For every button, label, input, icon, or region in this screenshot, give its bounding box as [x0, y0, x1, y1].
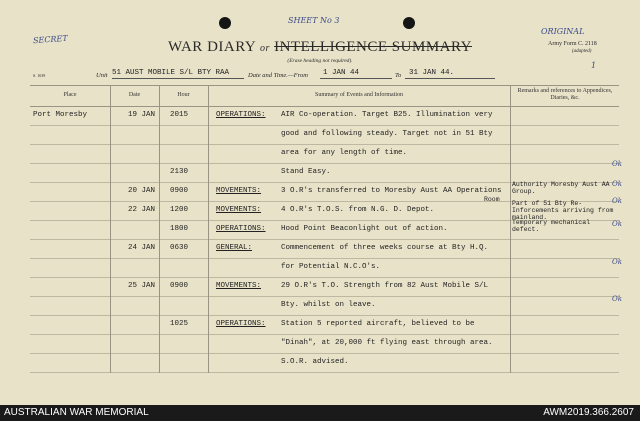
row-summary: Stand Easy. [281, 168, 331, 176]
initials-mark: Ok [612, 160, 622, 168]
row-summary: "Dinah", at 20,000 ft flying east through area. [281, 339, 493, 347]
sheet-number: SHEET No 3 [288, 16, 340, 25]
row-remark: Authority Moresby Aust AA Group. [512, 181, 610, 195]
row-rule [30, 144, 619, 145]
to-underline [405, 78, 495, 79]
row-category: GENERAL: [216, 244, 253, 252]
punch-hole [403, 17, 415, 29]
row-rule [30, 372, 619, 373]
row-rule [30, 353, 619, 354]
form-adapted: (adapted) [572, 49, 592, 54]
row-rule [30, 125, 619, 126]
row-summary: good and following steady. Target not in 51 Bty [281, 130, 493, 138]
row-hour: 1200 [170, 206, 189, 214]
row-rule [30, 315, 619, 316]
footer-credit: AUSTRALIAN WAR MEMORIAL [4, 407, 149, 418]
col-divider [510, 85, 511, 373]
row-remark: Part of 51 Bty Re-Inforcements arriving from mainland. [512, 200, 614, 221]
row-remark: Temporary mechanical defect. [512, 219, 591, 233]
erase-note: (Erase heading not required). [287, 58, 353, 64]
row-category: MOVEMENTS: [216, 187, 262, 195]
row-summary: Commencement of three weeks course at Bty H.Q. [281, 244, 489, 252]
initials-mark: Ok [612, 220, 622, 228]
row-summary: Bty. whilst on leave. [281, 301, 376, 309]
row-hour: 1025 [170, 320, 189, 328]
row-date: 20 JAN [128, 187, 156, 195]
row-hour: 0900 [170, 282, 189, 290]
table-top-rule [30, 85, 619, 86]
footer-bar [0, 405, 640, 421]
row-category: OPERATIONS: [216, 225, 266, 233]
title-struck: INTELLIGENCE SUMMARY [274, 39, 473, 55]
initials-mark: Ok [612, 197, 622, 205]
col-date: Date [128, 92, 141, 98]
page-number: 1 [591, 61, 597, 70]
col-divider [159, 85, 160, 373]
secret-stamp: SECRET [32, 33, 68, 46]
unit-label: Unit [96, 72, 108, 79]
col-divider [110, 85, 111, 373]
initials-mark: Ok [612, 295, 622, 303]
initials-mark: Ok [612, 258, 622, 266]
unit-underline [112, 78, 244, 79]
row-date: 25 JAN [128, 282, 156, 290]
row-summary: 3 O.R's transferred to Moresby Aust AA Operations [281, 187, 502, 195]
row-summary-cont: Room [484, 196, 500, 203]
col-summary: Summary of Events and Information [315, 92, 403, 98]
page-title [0, 39, 640, 56]
row-summary: S.O.R. advised. [281, 358, 349, 366]
row-hour: 0900 [170, 187, 189, 195]
row-rule [30, 239, 619, 240]
form-code: S. 1639 [33, 73, 46, 78]
footer-accession: AWM2019.366.2607 [543, 407, 634, 418]
to-value: 31 JAN 44. [409, 69, 455, 77]
row-summary: AIR Co-operation. Target B25. Illumination very [281, 111, 493, 119]
initials-mark: Ok [612, 180, 622, 188]
row-rule [30, 258, 619, 259]
row-hour: 2015 [170, 111, 189, 119]
row-category: MOVEMENTS: [216, 206, 262, 214]
row-summary: Station 5 reported aircraft, believed to be [281, 320, 475, 328]
row-rule [30, 334, 619, 335]
table-head-rule [30, 106, 619, 107]
row-place: Port Moresby [33, 111, 88, 119]
row-summary: 29 O.R's T.O. Strength from 82 Aust Mobile S/L [281, 282, 489, 290]
title-war-diary: WAR DIARY [167, 39, 256, 55]
from-value: 1 JAN 44 [323, 69, 360, 77]
row-rule [30, 163, 619, 164]
col-remarks: Remarks and references to Appendices, Diaries, &c. [517, 88, 613, 101]
row-hour: 0630 [170, 244, 189, 252]
original-mark: ORIGINAL [541, 27, 585, 36]
row-date: 22 JAN [128, 206, 156, 214]
row-summary: for Potential N.C.O's. [281, 263, 381, 271]
col-divider [208, 85, 209, 373]
row-category: OPERATIONS: [216, 320, 266, 328]
row-rule [30, 296, 619, 297]
date-label: Date and Time.—From [248, 72, 308, 79]
col-place: Place [63, 92, 77, 98]
to-label: To [395, 72, 402, 79]
row-summary: area for any length of time. [281, 149, 408, 157]
row-category: MOVEMENTS: [216, 282, 262, 290]
col-hour: Hour [177, 92, 190, 98]
row-hour: 2130 [170, 168, 189, 176]
title-or: or [259, 43, 270, 54]
row-summary: Hood Point Beaconlight out of action. [281, 225, 448, 233]
punch-hole [219, 17, 231, 29]
row-hour: 1800 [170, 225, 189, 233]
row-date: 19 JAN [128, 111, 156, 119]
form-number: Army Form C. 2118 [548, 41, 597, 47]
from-underline [320, 78, 392, 79]
row-date: 24 JAN [128, 244, 156, 252]
row-summary: 4 O.R's T.O.S. from N.G. D. Depot. [281, 206, 435, 214]
row-category: OPERATIONS: [216, 111, 266, 119]
row-rule [30, 277, 619, 278]
unit-value: 51 AUST MOBILE S/L BTY RAA [112, 69, 230, 77]
